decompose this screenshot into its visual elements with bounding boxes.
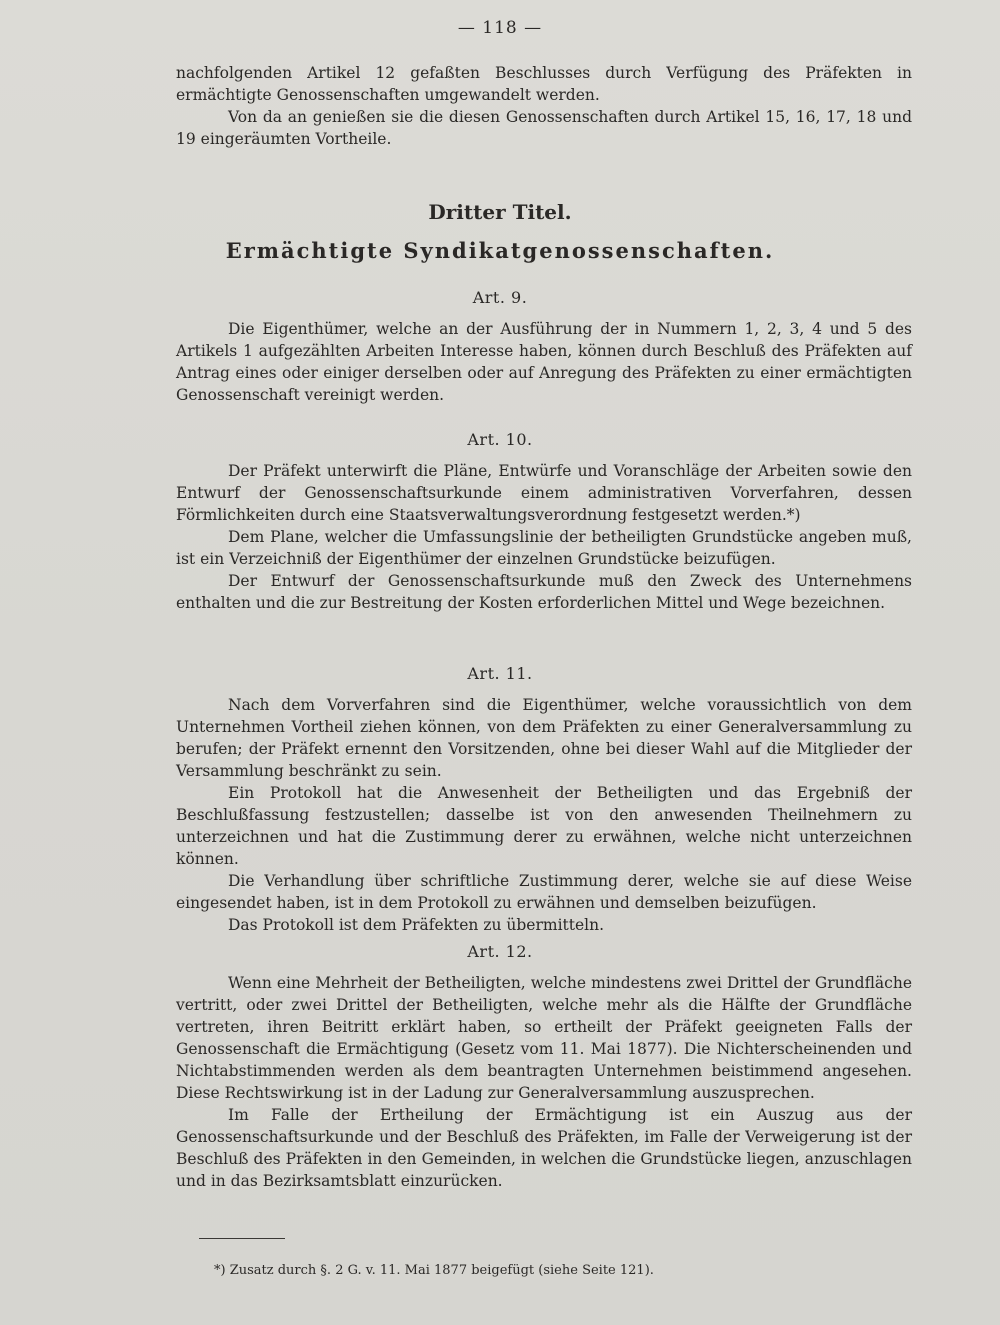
article-11-paragraph-2: Ein Protokoll hat die Anwesenheit der Betheiligten und das Ergebniß der Beschlußfassung festzustellen; dasselbe ist von den anwesenden Theilnehmern zu unterzeichnen und hat die Zustimmung derer zu erwähnen, welche nicht unterzeichnen können. xyxy=(176,784,912,868)
article-body-11 xyxy=(176,694,912,936)
article-10-paragraph-3: Der Entwurf der Genossenschaftsurkunde muß den Zweck des Unternehmens enthalten und die zur Bestreitung der Kosten erforderlichen Mittel und Wege bezeichnen. xyxy=(176,572,912,612)
article-11-paragraph-4: Das Protokoll ist dem Präfekten zu übermitteln. xyxy=(228,916,605,934)
article-body-10 xyxy=(176,460,912,614)
footnote: *) Zusatz durch §. 2 G. v. 11. Mai 1877 beigefügt (siehe Seite 121). xyxy=(214,1263,654,1278)
section-title: Dritter Titel. xyxy=(428,200,572,224)
intro-paragraph-1: nachfolgenden Artikel 12 gefaßten Beschlusses durch Verfügung des Präfekten in ermächtigte Genossenschaften umgewandelt werden. xyxy=(176,64,912,104)
article-11-paragraph-3: Die Verhandlung über schriftliche Zustimmung derer, welche sie auf diese Weise eingesendet haben, ist in dem Protokoll zu erwähnen und demselben beizufügen. xyxy=(176,872,912,912)
article-heading-9: Art. 9. xyxy=(472,288,528,307)
article-heading-10: Art. 10. xyxy=(467,430,533,449)
article-12-paragraph-1: Wenn eine Mehrheit der Betheiligten, welche mindestens zwei Drittel der Grundfläche vertritt, oder zwei Drittel der Betheiligten, welche mehr als die Hälfte der Grundfläche vertreten, ihren Beitritt erklärt haben, so ertheilt der Präfekt geeigneten Falls der Genossenschaft die Ermächtigung (Gesetz vom 11. Mai 1877). Die Nichterscheinenden und Nichtabstimmenden werden als dem beantragten Unternehmen beistimmend angesehen. Diese Rechtswirkung ist in der Ladung zur Generalversammlung auszusprechen. xyxy=(176,974,912,1102)
footnote-divider xyxy=(199,1238,285,1239)
article-10-paragraph-1: Der Präfekt unterwirft die Pläne, Entwürfe und Voranschläge der Arbeiten sowie den Entwurf der Genossenschaftsurkunde einem administrativen Vorverfahren, dessen Förmlichkeiten durch eine Staatsverwaltungsverordnung festgesetzt werden.*) xyxy=(176,462,912,524)
article-10-paragraph-2: Dem Plane, welcher die Umfassungslinie der betheiligten Grundstücke angeben muß, ist ein Verzeichniß der Eigenthümer der einzelnen Grundstücke beizufügen. xyxy=(176,528,912,568)
article-heading-11: Art. 11. xyxy=(467,664,533,683)
article-11-paragraph-1: Nach dem Vorverfahren sind die Eigenthümer, welche voraussichtlich von dem Unternehmen Vortheil ziehen können, von dem Präfekten zu einer Generalversammlung zu berufen; der Präfekt ernennt den Vorsitzenden, ohne bei dieser Wahl auf die Mitglieder der Versammlung beschränkt zu sein. xyxy=(176,696,912,780)
intro-paragraph-2: Von da an genießen sie die diesen Genossenschaften durch Artikel 15, 16, 17, 18 und 19 eingeräumten Vortheile. xyxy=(176,108,912,148)
intro-block xyxy=(176,62,912,150)
section-subtitle: Ermächtigte Syndikatgenossenschaften. xyxy=(225,238,775,263)
article-12-paragraph-2: Im Falle der Ertheilung der Ermächtigung ist ein Auszug aus der Genossenschaftsurkunde und der Beschluß des Präfekten, im Falle der Verweigerung ist der Beschluß des Präfekten in den Gemeinden, in welchen die Grundstücke liegen, anzuschlagen und in das Bezirksamtsblatt einzurücken. xyxy=(176,1106,912,1190)
article-body-9 xyxy=(176,318,912,406)
page-number: — 118 — xyxy=(457,18,543,38)
article-heading-12: Art. 12. xyxy=(467,942,533,961)
article-9-paragraph-1: Die Eigenthümer, welche an der Ausführung der in Nummern 1, 2, 3, 4 und 5 des Artikels 1 aufgezählten Arbeiten Interesse haben, können durch Beschluß des Präfekten auf Antrag eines oder einiger derselben oder auf Anregung des Präfekten zu einer ermächtigten Genossenschaft vereinigt werden. xyxy=(176,320,912,404)
article-body-12 xyxy=(176,972,912,1192)
